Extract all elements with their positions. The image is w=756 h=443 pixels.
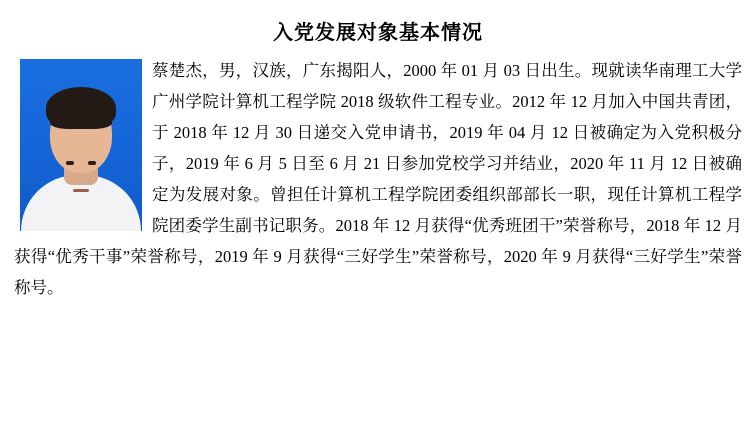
photo-eye-left [88, 161, 96, 165]
page-title: 入党发展对象基本情况 [273, 20, 483, 44]
photo-eye-right [66, 161, 74, 165]
document-body [0, 55, 756, 303]
portrait-photo [20, 59, 142, 231]
photo-mouth [73, 189, 89, 192]
biography-paragraph: 蔡楚杰，男，汉族，广东揭阳人，2000 年 01 月 03 日出生。现就读华南理工大学广州学院计算机工程学院 2018 级软件工程专业。2012 年 12 月加入中国共青团，于 2018 年 12 月 30 日递交入党申请书，2019 年 04 月 12 日被确定为入党积极分子，2019 年 6 月 5 日至 6 月 21 日参加党校学习并结业，2020 年 11 月 12 日被确定为发展对象。曾担任计算机工程学院团委组织部部长一职，现任计算机工程学院团委学生副书记职务。2018 年 12 月获得“优秀班团干”荣誉称号，2018 年 12 月获得“优秀干事”荣誉称号，2019 年 9 月获得“三好学生”荣誉称号，2020 年 9 月获得“三好学生”荣誉称号。 [14, 61, 742, 297]
photo-hair [46, 87, 116, 129]
